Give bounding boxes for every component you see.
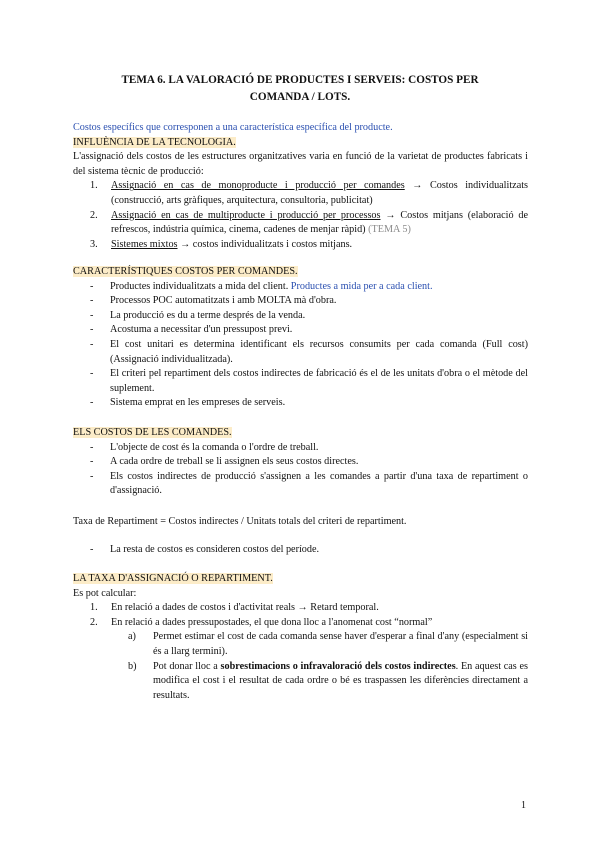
list-item: - La resta de costos es consideren costos del període.	[90, 544, 320, 555]
item-text: El cost unitari es determina identificant els recursos consumits per cada comanda (Full cost) (Assignació individualitzada).	[110, 338, 528, 365]
item-text: costos individualitzats i costos mitjans.	[192, 238, 353, 250]
item-text: A cada ordre de treball se li assignen els seus costos directes.	[110, 456, 359, 468]
list-item: - Sistema emprat en les empreses de serveis.	[90, 397, 286, 409]
technology-paragraph: L'assignació dels costos de les estructures organitzatives varia en funció de la varietat de productes fabricats i del sistema tècnic de producció:	[73, 151, 528, 177]
heading-technology: INFLUÈNCIA DE LA TECNOLOGIA.	[73, 136, 236, 148]
list-item	[73, 616, 528, 631]
list-item: - La producció es du a terme després de la venda.	[90, 309, 306, 321]
item-number: 1.	[90, 180, 98, 192]
item-number: 1.	[90, 602, 98, 614]
list-item: - El criteri pel repartiment dels costos indirectes de fabricació és el de les unitats d'obra o el mètode del suplement.	[90, 368, 528, 394]
arrow-icon: →	[180, 238, 191, 250]
rate-intro: Es pot calcular:	[73, 587, 137, 599]
item-text: Productes individualitzats a mida del client.	[110, 280, 289, 292]
list-item	[73, 179, 528, 208]
item-text: Permet estimar el cost de cada comanda sense haver d'esperar a final d'any (especialment si és a llarg termini).	[153, 631, 528, 657]
list-item: - A cada ordre de treball se li assignen els seus costos directes.	[90, 456, 359, 468]
item-text: En relació a dades pressupostades, el que dona lloc a l'anomenat cost “normal”	[111, 616, 433, 628]
title-line-1: TEMA 6. LA VALORACIÓ DE PRODUCTES I SERVEIS: COSTOS PER	[121, 74, 479, 86]
heading-characteristics: CARACTERÍSTIQUES COSTOS PER COMANDES	[73, 266, 295, 277]
sub-list-item	[73, 630, 528, 659]
item-text: Els costos indirectes de producció s'assignen a les comandes a partir d'una taxa de repartiment o d'assignació.	[110, 470, 528, 497]
item-title: Assignació en cas de multiproducte i producció per processos	[111, 209, 381, 221]
item-text: Pot donar lloc a	[153, 660, 221, 672]
item-number: 3.	[90, 238, 98, 250]
item-text: Costos mitjans (elaboració de refrescos, indústria química, cinema, cadenes de menjar ràpid)	[111, 209, 529, 236]
list-item: - Acostuma a necessitar d'un pressupost previ.	[90, 324, 293, 336]
section-order-costs-extra	[73, 543, 528, 558]
item-number: 2.	[90, 616, 98, 628]
item-text: Costos individualitzats (construcció, arts gràfiques, arquitectura, consultoria, publicitat)	[111, 180, 529, 206]
list-item: - L'objecte de cost és la comanda o l'ordre de treball.	[90, 441, 319, 453]
technology-list	[73, 179, 528, 252]
list-item	[73, 209, 528, 238]
item-blue-note: Productes a mida per a cada client.	[290, 280, 433, 292]
heading-order-costs: ELS COSTOS DE LES COMANDES.	[73, 427, 232, 438]
item-title: Sistemes mixtos	[111, 238, 178, 250]
item-text: L'objecte de cost és la comanda o l'ordre de treball.	[110, 441, 319, 453]
list-item: - Productes individualitzats a mida del client. Productes a mida per a cada client.	[90, 280, 433, 292]
arrow-icon: →	[412, 180, 423, 192]
item-text: La producció es du a terme després de la venda.	[110, 309, 306, 321]
section-characteristics: CARACTERÍSTIQUES COSTOS PER COMANDES. - Productes individualitzats a mida del client. Productes a mida per a cada client. - Processos POC automatitzats i amb MOLTA mà d'obra. - La producció es du a terme després de la venda. - Acostuma a necessitar d'un pressupost previ. - El cost unitari es determina identificant els recursos consumits per cada comanda (Full cost) (Assignació individualitzada). - El criteri pel repartiment dels costos indirectes de fabricació és el de les unitats d'obra o el mètode del suplement. - Sistema emprat en les empreses de serveis.	[73, 265, 528, 411]
heading-rate: LA TAXA D'ASSIGNACIÓ O REPARTIMENT.	[73, 573, 273, 584]
item-number: 2.	[90, 209, 98, 221]
item-bold-text: sobrestimacions o infravaloració dels costos indirectes	[220, 660, 456, 672]
item-note: (TEMA 5)	[368, 224, 411, 236]
item-text: La resta de costos es consideren costos del període.	[110, 544, 320, 555]
list-item: - Processos POC automatitzats i amb MOLTA mà d'obra.	[90, 295, 337, 307]
intro-note: Costos específics que corresponen a una característica específica del producte.	[73, 122, 393, 133]
item-letter: b)	[128, 660, 137, 672]
title-line-2: COMANDA / LOTS.	[249, 91, 351, 103]
list-item	[73, 601, 528, 616]
item-text: Sistema emprat en les empreses de serveis.	[110, 397, 286, 409]
item-text: Processos POC automatitzats i amb MOLTA mà d'obra.	[110, 295, 337, 307]
item-text: Acostuma a necessitar d'un pressupost previ.	[110, 324, 293, 336]
item-title: Assignació en cas de monoproducte i producció per comandes	[111, 180, 405, 192]
list-item	[73, 238, 528, 253]
section-rate	[73, 572, 528, 703]
page-title	[90, 72, 510, 106]
item-text: En relació a dades de costos i d'activitat reals → Retard temporal.	[111, 602, 379, 614]
list-item: - Els costos indirectes de producció s'assignen a les comandes a partir d'una taxa de repartiment o d'assignació.	[90, 470, 528, 497]
list-item: - El cost unitari es determina identificant els recursos consumits per cada comanda (Full cost) (Assignació individualitzada).	[90, 338, 528, 365]
arrow-icon: →	[385, 209, 396, 221]
sub-list-item	[73, 660, 528, 704]
item-text-end: . En aquest cas es modifica el cost i el resultat de cada ordre o bé es traspassen les diferències directament a resultats.	[153, 660, 528, 701]
item-letter: a)	[128, 631, 136, 643]
page-number: 1	[521, 800, 526, 811]
item-text: El criteri pel repartiment dels costos indirectes de fabricació és el de les unitats d'obra o el mètode del suplement.	[110, 368, 528, 394]
section-order-costs	[73, 426, 528, 499]
section-technology	[73, 121, 528, 252]
formula: Taxa de Repartiment = Costos indirectes / Unitats totals del criteri de repartiment.	[73, 516, 407, 527]
